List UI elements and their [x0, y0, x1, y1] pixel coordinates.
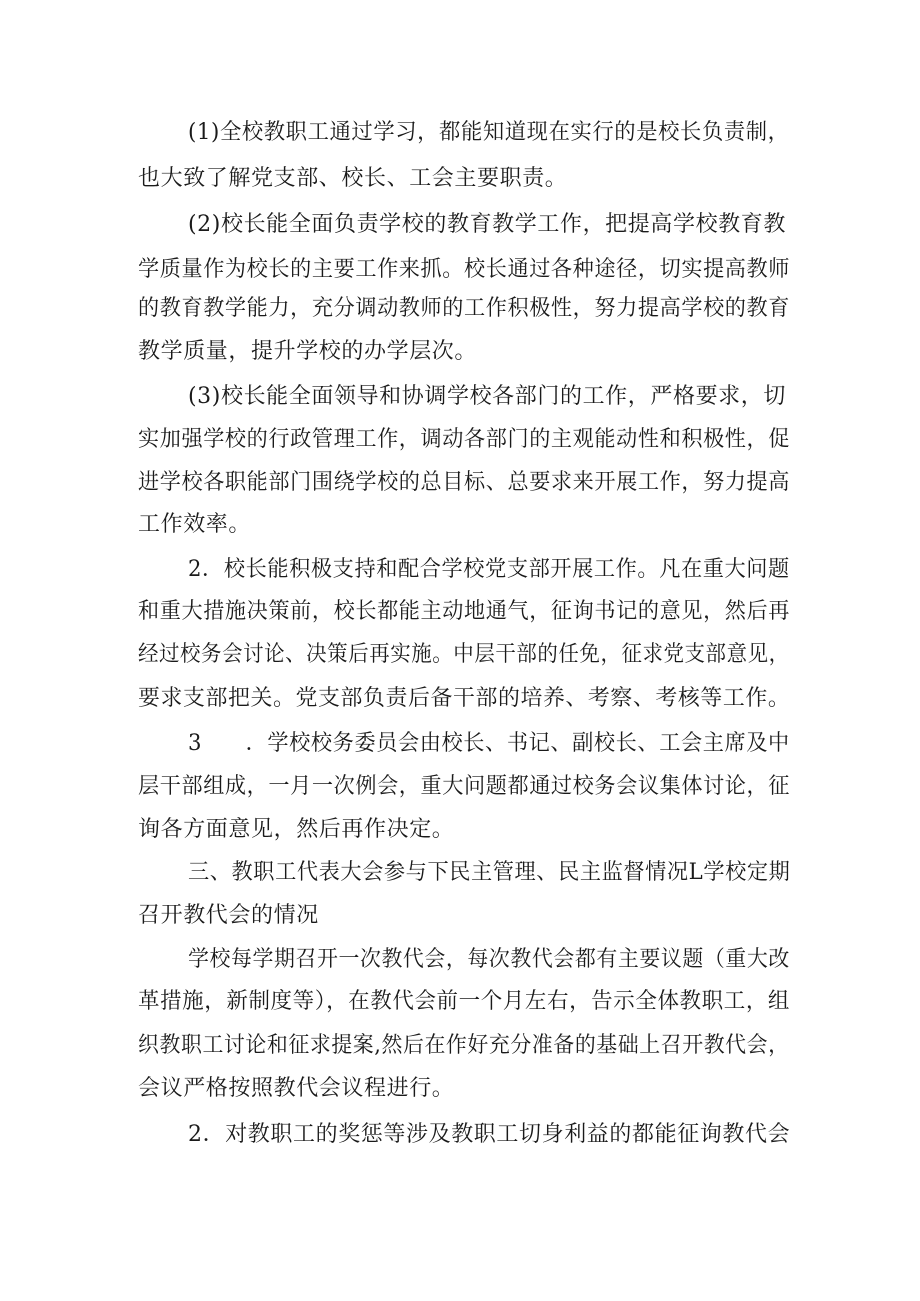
section-heading: 召开教代会的情况	[138, 903, 319, 928]
text-line: 2．对教职工的奖惩等涉及教职工切身利益的都能征询教代会	[188, 1122, 791, 1147]
text-line: (3)校长能全面领导和协调学校各部门的工作，严格要求，切	[188, 384, 786, 409]
text-line: (1)全校教职工通过学习，都能知道现在实行的是校长负责制，	[188, 120, 790, 145]
text-line: 织教职工讨论和征求提案,然后在作好充分准备的基础上召开教代会，	[138, 1033, 790, 1058]
text-line: 工作效率。	[138, 512, 252, 537]
text-line: 询各方面意见，然后再作决定。	[138, 817, 455, 842]
text-line: 和重大措施决策前，校长都能主动地通气，征询书记的意见，然后再	[138, 599, 791, 624]
text-line: 3 ．学校校务委员会由校长、书记、副校长、工会主席及中	[188, 731, 790, 756]
text-line: 也大致了解党支部、校长、工会主要职责。	[138, 166, 568, 191]
section-heading: 三、教职工代表大会参与下民主管理、民主监督情况L学校定期	[188, 860, 791, 885]
text-line: 要求支部把关。党支部负责后备干部的培养、考察、考核等工作。	[138, 686, 791, 711]
text-line: 会议严格按照教代会议程进行。	[138, 1076, 455, 1101]
text-line: 学校每学期召开一次教代会，每次教代会都有主要议题（重大改	[188, 947, 790, 972]
text-line: 2．校长能积极支持和配合学校党支部开展工作。凡在重大问题	[188, 557, 790, 582]
text-line: 经过校务会讨论、决策后再实施。中层干部的任免，征求党支部意见，	[138, 642, 790, 667]
text-line: (2)校长能全面负责学校的教育教学工作，把提高学校教育教	[188, 212, 786, 237]
text-line: 实加强学校的行政管理工作，调动各部门的主观能动性和积极性，促	[138, 427, 791, 452]
text-line: 革措施，新制度等），在教代会前一个月左右，告示全体教职工，组	[138, 989, 791, 1014]
text-line: 学质量作为校长的主要工作来抓。校长通过各种途径，切实提高教师	[138, 257, 791, 282]
text-line: 进学校各职能部门围绕学校的总目标、总要求来开展工作，努力提高	[138, 470, 791, 495]
text-line: 的教育教学能力，充分调动教师的工作积极性，努力提高学校的教育	[138, 296, 791, 321]
text-line: 教学质量，提升学校的办学层次。	[138, 339, 478, 364]
text-line: 层干部组成，一月一次例会，重大问题都通过校务会议集体讨论，征	[138, 774, 791, 799]
